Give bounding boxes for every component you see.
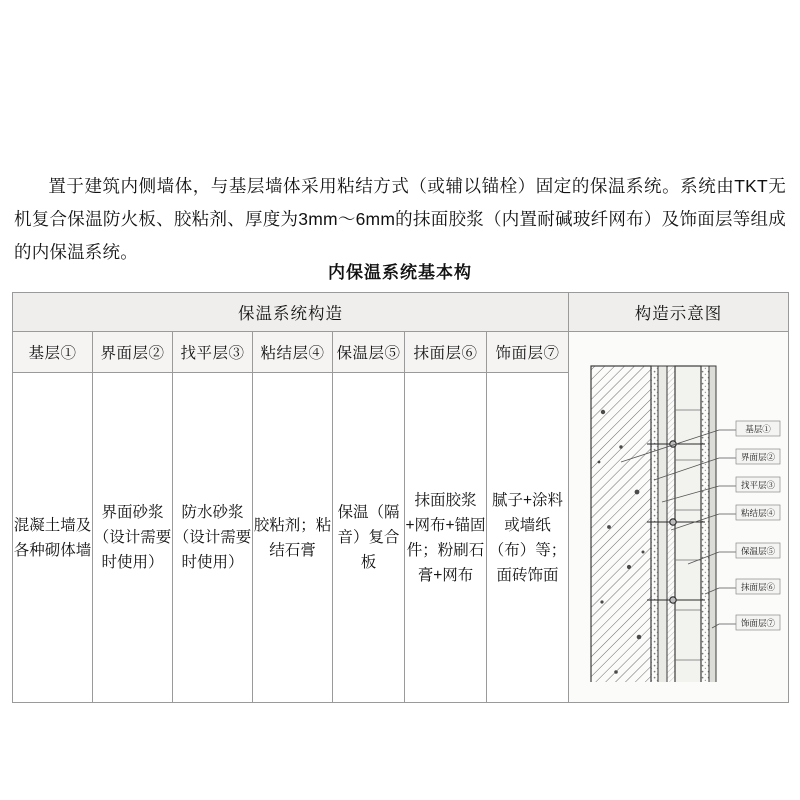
diagram-svg — [569, 352, 788, 682]
column-header-base: 基层① — [13, 332, 93, 373]
column-header-bonding: 粘结层④ — [253, 332, 333, 373]
callout-insulation: 保温层⑤ — [741, 546, 776, 556]
column-header-leveling: 找平层③ — [173, 332, 253, 373]
cell-base: 混凝土墙及各种砌体墙 — [13, 373, 93, 703]
callout-interface: 界面层② — [741, 452, 776, 462]
column-header-interface: 界面层② — [93, 332, 173, 373]
header-construction-group: 保温系统构造 — [13, 293, 569, 332]
cell-plaster: 抹面胶浆+网布+锚固件；粉刷石膏+网布 — [405, 373, 487, 703]
spec-table-wrapper — [12, 292, 788, 692]
column-header-plaster: 抹面层⑥ — [405, 332, 487, 373]
table-column-header-row — [13, 332, 789, 373]
cell-bonding: 胶粘剂；粘结石膏 — [253, 373, 333, 703]
table-title: 内保温系统基本构 — [328, 263, 472, 282]
cell-finish: 腻子+涂料或墙纸（布）等；面砖饰面 — [487, 373, 569, 703]
callout-bonding: 粘结层④ — [741, 508, 776, 518]
construction-diagram — [569, 352, 788, 682]
cell-insulation: 保温（隔音）复合板 — [333, 373, 405, 703]
callout-leveling: 找平层③ — [741, 480, 776, 490]
callout-base: 基层① — [745, 424, 771, 434]
callout-finish: 饰面层⑦ — [741, 618, 776, 628]
column-header-insulation: 保温层⑤ — [333, 332, 405, 373]
header-diagram-group: 构造示意图 — [569, 293, 789, 332]
spec-table — [12, 292, 789, 703]
intro-text: 置于建筑内侧墙体，与基层墙体采用粘结方式（或辅以锚栓）固定的保温系统。系统由TKT无机复合保温防火板、胶粘剂、厚度为3mm～6mm的抹面胶浆（内置耐碱玻纤网布）及饰面层等组成的内保温系统。 — [14, 175, 786, 262]
callout-plaster: 抹面层⑥ — [741, 582, 776, 592]
intro-paragraph — [14, 170, 786, 269]
table-header-group-row — [13, 293, 789, 332]
cell-leveling: 防水砂浆（设计需要时使用） — [173, 373, 253, 703]
column-header-finish: 饰面层⑦ — [487, 332, 569, 373]
cell-interface: 界面砂浆（设计需要时使用） — [93, 373, 173, 703]
diagram-cell — [569, 332, 789, 703]
